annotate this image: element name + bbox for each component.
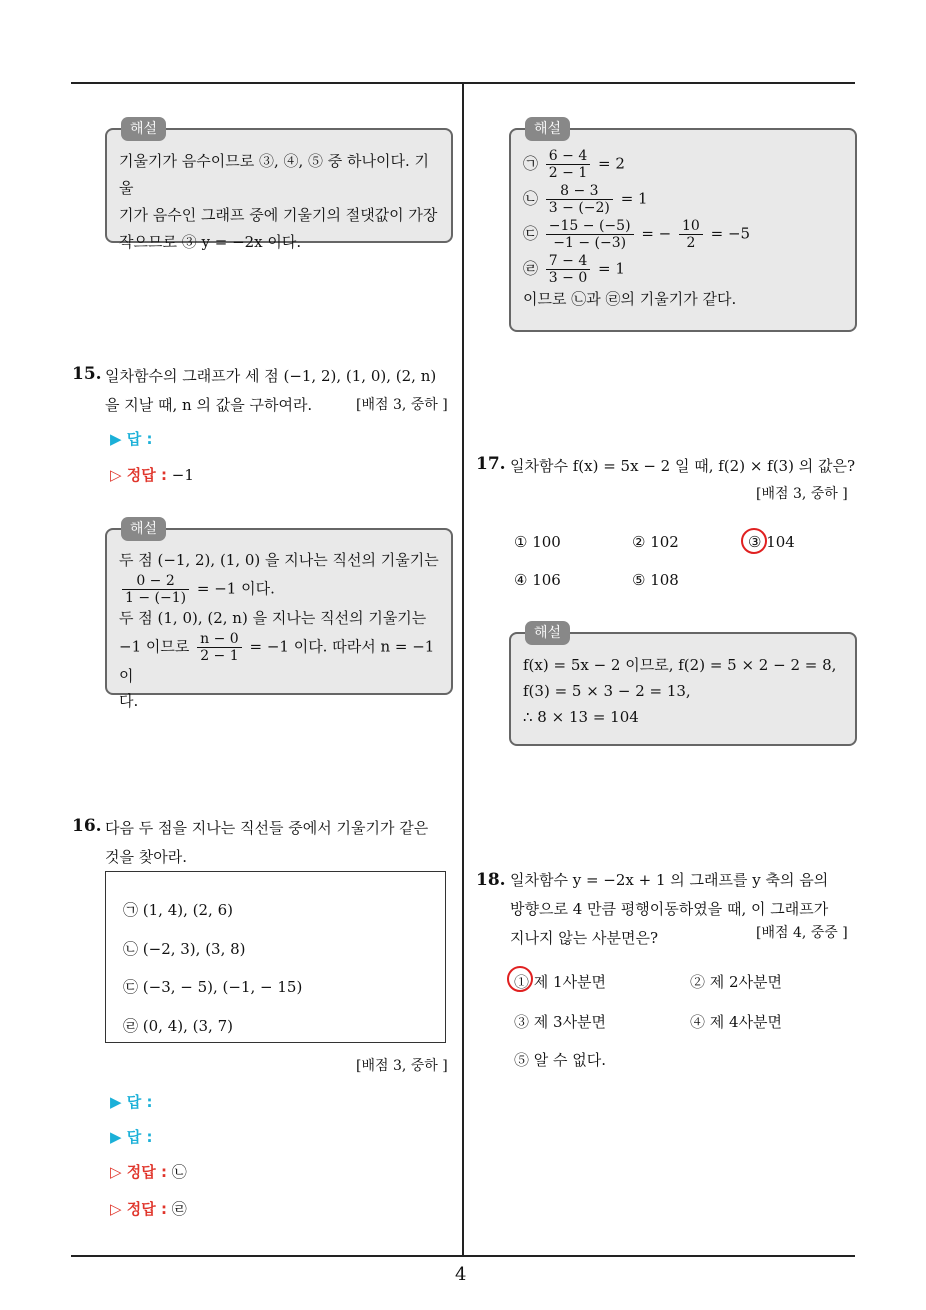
explanation-line: f(x) = 5x − 2 이므로, f(2) = 5 × 2 − 2 = 8, — [523, 656, 837, 674]
choice-item[interactable]: ⑤ 알 수 없다. — [514, 1051, 607, 1069]
question-line: 지나지 않는 사분면은? — [510, 929, 658, 947]
explanation-tag: 해설 — [525, 117, 570, 141]
explanation-box-q16 — [509, 121, 857, 332]
choice-item[interactable]: ④ 106 — [514, 571, 561, 589]
fraction: $\frac{6 - 4}{2 - 1}$ — [546, 148, 590, 181]
explanation-line: −1 이므로 $\frac{n - 0}{2 - 1}$ = −1 이다. 따라서 n = −1 이 — [119, 631, 435, 685]
question-line: 일차함수의 그래프가 세 점 (−1, 2), (1, 0), (2, n) — [105, 367, 437, 385]
correct-value: ㉡ — [171, 1163, 187, 1181]
correct-label: ▷ 정답 : — [110, 1163, 167, 1181]
explanation-line: f(3) = 5 × 3 − 2 = 13, — [523, 682, 691, 700]
explanation-tag: 해설 — [525, 621, 570, 645]
explanation-line: ㉠ $\frac{6 - 4}{2 - 1}$ = 2 — [523, 148, 625, 181]
question-line: 것을 찾아라. — [105, 848, 187, 866]
explanation-line: 두 점 (−1, 2), (1, 0) 을 지나는 직선의 기울기는 — [119, 551, 439, 569]
correct-value: ㉣ — [171, 1200, 187, 1218]
selected-answer-mark — [741, 528, 767, 554]
explanation-tag: 해설 — [121, 117, 166, 141]
choice-item[interactable]: ⑤ 108 — [632, 571, 679, 589]
choice-item[interactable]: ② 102 — [632, 533, 679, 551]
question-number: 18. — [476, 870, 506, 890]
correct-value: −1 — [171, 466, 194, 484]
explanation-line: ㉢ $\frac{-15 - (-5)}{-1 - (-3)}$ = − $\frac{10}{2}$ = −5 — [523, 218, 751, 251]
answer-input-label[interactable] — [110, 428, 152, 449]
choice-item[interactable]: ① 100 — [514, 533, 561, 551]
explanation-line: ∴ 8 × 13 = 104 — [523, 708, 639, 726]
question-line: 일차함수 f(x) = 5x − 2 일 때, f(2) × f(3) 의 값은? — [510, 457, 856, 475]
correct-answer — [110, 1198, 187, 1219]
page-number: 4 — [455, 1264, 467, 1285]
answer-label: ▶ 답 : — [110, 430, 153, 448]
explanation-box-q14 — [105, 121, 453, 251]
correct-answer — [110, 1161, 187, 1182]
explanation-line: 두 점 (1, 0), (2, n) 을 지나는 직선의 기울기는 — [119, 609, 427, 627]
question-number: 15. — [72, 364, 102, 384]
explanation-box-q15 — [105, 521, 453, 710]
choice-item[interactable]: ④ 제 4사분면 — [690, 1013, 783, 1031]
question-line: 다음 두 점을 지나는 직선들 중에서 기울기가 같은 — [105, 819, 429, 837]
question-line: 일차함수 y = −2x + 1 의 그래프를 y 축의 음의 — [510, 871, 829, 889]
explanation-line: 이므로 ㉡과 ㉣의 기울기가 같다. — [523, 290, 737, 308]
option-item: ㉣ (0, 4), (3, 7) — [123, 1017, 233, 1035]
question-line: 을 지날 때, n 의 값을 구하여라. — [105, 396, 313, 414]
selected-answer-mark — [507, 966, 533, 992]
explanation-box-q17 — [509, 625, 857, 746]
answer-label: ▶ 답 : — [110, 1093, 153, 1111]
correct-label: ▷ 정답 : — [110, 466, 167, 484]
fraction: $\frac{8 - 3}{3 - (-2)}$ — [546, 183, 613, 216]
option-item: ㉡ (−2, 3), (3, 8) — [123, 940, 246, 958]
choice-item[interactable]: ① 제 1사분면 — [514, 973, 607, 991]
score-label: [배점 3, 중하 ] — [356, 397, 448, 413]
bottom-rule — [71, 1255, 855, 1257]
question-line: 방향으로 4 만큼 평행이동하였을 때, 이 그래프가 — [510, 900, 829, 918]
option-item: ㉢ (−3, − 5), (−1, − 15) — [123, 978, 303, 996]
score-label: [배점 4, 중중 ] — [756, 925, 848, 941]
explanation-line: ㉣ $\frac{7 - 4}{3 - 0}$ = 1 — [523, 253, 625, 286]
score-label: [배점 3, 중하 ] — [756, 486, 848, 502]
question-text — [105, 814, 455, 872]
fraction: $\frac{0 - 2}{1 - (-1)}$ — [122, 573, 189, 606]
explanation-line: $\frac{0 - 2}{1 - (-1)}$ = −1 이다. — [119, 573, 439, 606]
explanation-line: 다. — [119, 692, 139, 710]
question-number: 16. — [72, 816, 102, 836]
answer-input-label[interactable] — [110, 1091, 152, 1112]
score-label: [배점 3, 중하 ] — [356, 1058, 448, 1074]
fraction: $\frac{7 - 4}{3 - 0}$ — [546, 253, 590, 286]
answer-label: ▶ 답 : — [110, 1128, 153, 1146]
fraction: $\frac{10}{2}$ — [679, 218, 703, 251]
explanation-line: 작으므로 ③ y = −2x 이다. — [119, 233, 302, 251]
correct-label: ▷ 정답 : — [110, 1200, 167, 1218]
explanation-line: ㉡ $\frac{8 - 3}{3 - (-2)}$ = 1 — [523, 183, 648, 216]
choice-item[interactable]: ② 제 2사분면 — [690, 973, 783, 991]
column-divider — [462, 84, 464, 1256]
answer-input-label[interactable] — [110, 1126, 152, 1147]
explanation-tag: 해설 — [121, 517, 166, 541]
question-number: 17. — [476, 454, 506, 474]
fraction: $\frac{n - 0}{2 - 1}$ — [197, 631, 242, 664]
explanation-line: 기울기가 음수이므로 ③, ④, ⑤ 중 하나이다. 기울 — [119, 152, 430, 197]
choice-item[interactable]: ③ 104 — [748, 533, 795, 551]
choice-item[interactable]: ③ 제 3사분면 — [514, 1013, 607, 1031]
correct-answer — [110, 464, 194, 485]
fraction: $\frac{-15 - (-5)}{-1 - (-3)}$ — [546, 218, 634, 251]
option-item: ㉠ (1, 4), (2, 6) — [123, 901, 233, 919]
options-box — [105, 871, 446, 1043]
explanation-line: 기가 음수인 그래프 중에 기울기의 절댓값이 가장 — [119, 206, 438, 224]
